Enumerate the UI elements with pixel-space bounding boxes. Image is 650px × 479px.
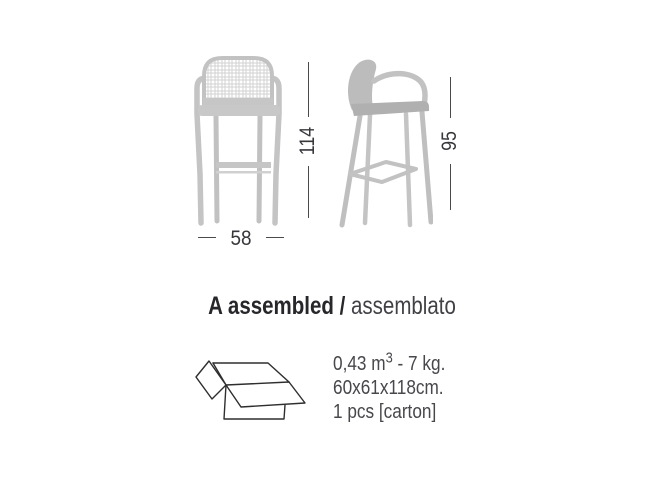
barstool-side-view-icon — [338, 55, 433, 228]
side-height-dimension-label: 95 — [438, 131, 461, 151]
packaging-carton-size: 60x61x118cm. — [333, 377, 444, 399]
dimension-line-95-lower — [450, 164, 451, 210]
packaging-volume-weight: 0,43 $m^3 - 7$ kg. — [333, 349, 446, 375]
open-carton-box-icon — [193, 356, 313, 434]
front-width-dimension-label: 58 — [230, 227, 252, 250]
packaging-info — [333, 349, 464, 424]
assembly-heading-italian: assemblato — [351, 292, 456, 320]
front-height-dimension-label: 114 — [296, 126, 319, 156]
barstool-front-view-icon — [192, 54, 292, 230]
dimension-line-114-lower — [308, 166, 309, 218]
assembly-heading-english: A assembled / — [208, 292, 346, 320]
dimension-line-95-upper — [450, 77, 451, 118]
dimension-line-114-upper — [308, 62, 309, 117]
assembly-heading — [7, 292, 650, 321]
packaging-quantity: 1 pcs [carton] — [333, 401, 437, 423]
